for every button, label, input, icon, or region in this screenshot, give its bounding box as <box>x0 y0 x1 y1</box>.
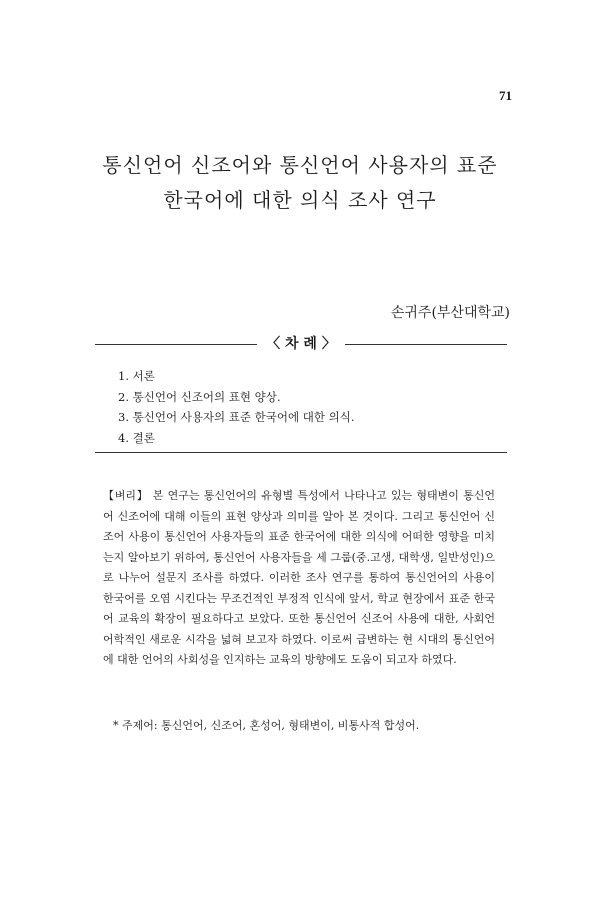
toc-divider <box>95 452 507 453</box>
toc-rule-right <box>345 344 507 345</box>
toc-rule-left <box>95 344 257 345</box>
page-number: 71 <box>499 88 512 103</box>
toc-heading: 〈 차 례 〉 <box>266 336 336 352</box>
toc-item: 4. 결론 <box>118 430 155 445</box>
paper-title-line-2: 한국어에 대한 의식 조사 연구 <box>163 188 437 212</box>
toc-list <box>118 366 355 448</box>
toc-header <box>95 334 507 354</box>
toc-item: 2. 통신언어 신조어의 표현 양상. <box>118 389 281 404</box>
paper-title-line-1: 통신언어 신조어와 통신언어 사용자의 표준 <box>102 153 498 177</box>
paper-title <box>60 148 540 218</box>
author-affiliation: 손귀주(부산대학교) <box>390 305 510 321</box>
keywords: * 주제어: 통신언어, 신조어, 혼성어, 형태변이, 비통사적 합성어. <box>113 719 420 732</box>
toc-item: 3. 통신언어 사용자의 표준 한국어에 대한 의식. <box>118 410 355 424</box>
toc-item: 1. 서론 <box>118 369 155 383</box>
abstract: 【벼리】 본 연구는 통신언어의 유형별 특성에서 나타나고 있는 형태변이 통신언어 신조어에 대해 이들의 표현 양상과 의미를 알아 본 것이다. 그리고 통신언어 신조어 사용이 통신언어 사용자들의 표준 한국어에 대한 의식에 어떠한 영향을 미치는지 알아보기 위하여, 통신언어 사용자들을 세 그룹(중.고생, 대학생, 일반성인)으로 나누어 설문지 조사를 하였다. 이러한 조사 연구를 통하여 통신언어의 사용이 한국어를 오염 시킨다는 무조건적인 부정적 인식에 앞서, 학교 현장에서 표준 한국어 교육의 확장이 필요하다고 보았다. 또한 통신언어 신조어 사용에 대한, 사회언어학적인 새로운 시각을 넓혀 보고자 하였다. 이로써 급변하는 현 시대의 통신언어에 대한 언어의 사회성을 인지하는 교육의 방향에도 도움이 되고자 하였다. <box>103 489 495 666</box>
